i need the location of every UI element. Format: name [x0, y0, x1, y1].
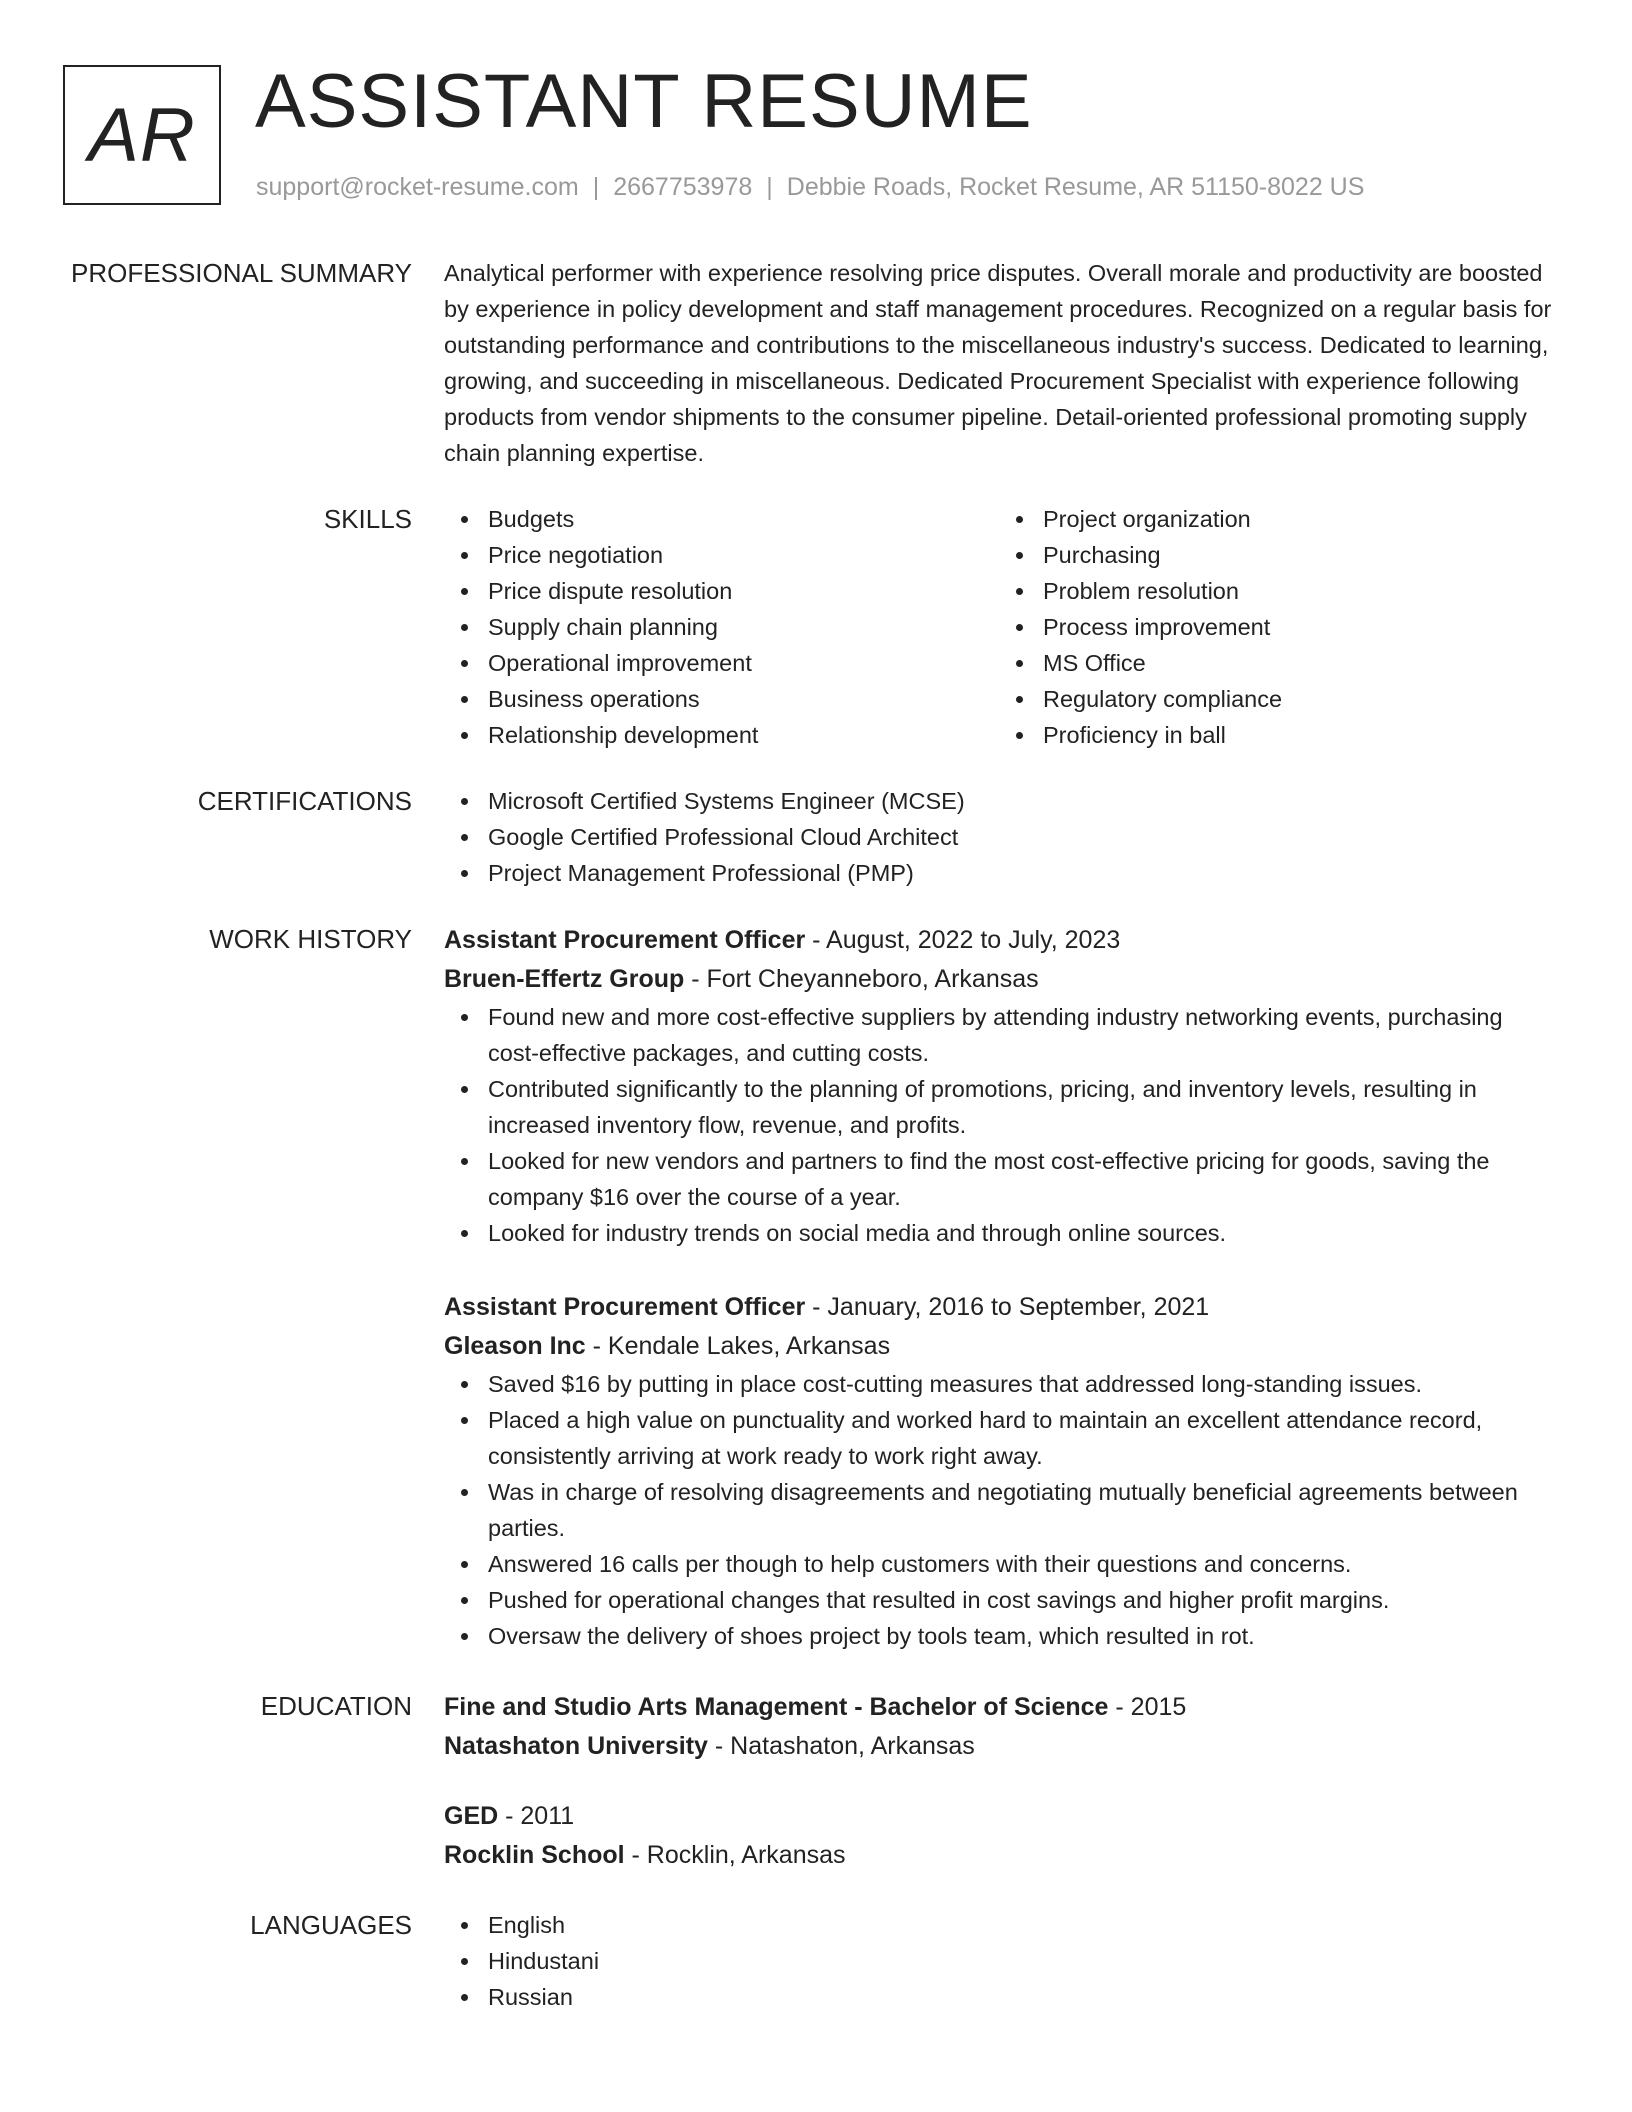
page-title: ASSISTANT RESUME	[255, 59, 1033, 144]
contact-separator: |	[766, 173, 773, 201]
section-work-history	[0, 921, 1632, 1654]
school: Natashaton University	[444, 1732, 708, 1760]
list-item: Regulatory compliance	[1043, 681, 1554, 717]
list-item: Problem resolution	[1043, 573, 1554, 609]
list-item: Budgets	[488, 501, 999, 537]
section-body	[444, 783, 1554, 891]
section-body	[444, 1907, 1554, 2015]
section-skills	[0, 501, 1632, 753]
school-line	[444, 1836, 1554, 1875]
contact-address: Debbie Roads, Rocket Resume, AR 51150-8022 US	[786, 173, 1365, 201]
degree-line	[444, 1797, 1554, 1836]
job-dates: - August, 2022 to July, 2023	[805, 926, 1121, 954]
list-item: Russian	[488, 1979, 1554, 2015]
degree-year: - 2011	[498, 1802, 575, 1830]
job-title: Assistant Procurement Officer	[444, 1293, 806, 1321]
job-title: Assistant Procurement Officer	[444, 926, 806, 954]
section-certifications	[0, 783, 1632, 891]
section-languages	[0, 1907, 1632, 2015]
skills-list-right	[999, 501, 1554, 753]
summary-text: Analytical performer with experience resolving price disputes. Overall morale and productivity are boosted by experience in policy development and staff management procedures. Recognized on a regular basis for outstanding performance and contributions to the miscellaneous industry's success. Dedicated to learning, growing, and succeeding in miscellaneous. Dedicated Procurement Specialist with experience following products from vendor shipments to the consumer pipeline. Detail-oriented professional promoting supply chain planning expertise.	[444, 260, 1552, 466]
school-location: - Natashaton, Arkansas	[707, 1732, 975, 1760]
list-item: Looked for industry trends on social media and through online sources.	[488, 1215, 1554, 1251]
section-body	[444, 255, 1554, 471]
job-title-line	[444, 1288, 1554, 1327]
job-location: - Kendale Lakes, Arkansas	[585, 1332, 891, 1360]
degree: Fine and Studio Arts Management - Bachelor of Science	[444, 1693, 1109, 1721]
degree-line	[444, 1688, 1554, 1727]
list-item: Price negotiation	[488, 537, 999, 573]
section-summary	[0, 255, 1632, 471]
list-item: Business operations	[488, 681, 999, 717]
contact-line	[256, 173, 1364, 202]
monogram-logo: AR	[63, 65, 221, 205]
list-item: Placed a high value on punctuality and worked hard to maintain an excellent attendance record, consistently arriving at work ready to work right away.	[488, 1402, 1554, 1474]
list-item: Process improvement	[1043, 609, 1554, 645]
job-bullets	[444, 1366, 1554, 1654]
contact-phone[interactable]: 2667753978	[613, 173, 753, 201]
section-label: SKILLS	[323, 504, 412, 534]
job-bullets	[444, 999, 1554, 1251]
contact-email[interactable]: support@rocket-resume.com	[256, 173, 579, 201]
school: Rocklin School	[444, 1841, 625, 1869]
list-item: Saved $16 by putting in place cost-cutting measures that addressed long-standing issues.	[488, 1366, 1554, 1402]
list-item: Answered 16 calls per though to help customers with their questions and concerns.	[488, 1546, 1554, 1582]
list-item: MS Office	[1043, 645, 1554, 681]
list-item: Google Certified Professional Cloud Architect	[488, 819, 1554, 855]
job-dates: - January, 2016 to September, 2021	[805, 1293, 1210, 1321]
section-label: EDUCATION	[260, 1691, 412, 1721]
list-item: Looked for new vendors and partners to find the most cost-effective pricing for goods, saving the company $16 over the course of a year.	[488, 1143, 1554, 1215]
section-body	[444, 501, 1554, 753]
certifications-list	[444, 783, 1554, 891]
job-company-line	[444, 960, 1554, 999]
list-item: Relationship development	[488, 717, 999, 753]
job-company-line	[444, 1327, 1554, 1366]
skills-list-left	[444, 501, 999, 753]
list-item: Supply chain planning	[488, 609, 999, 645]
list-item: Purchasing	[1043, 537, 1554, 573]
section-education	[0, 1688, 1632, 1875]
education-entry	[444, 1688, 1554, 1766]
list-item: Microsoft Certified Systems Engineer (MCSE)	[488, 783, 1554, 819]
list-item: Project organization	[1043, 501, 1554, 537]
section-label: WORK HISTORY	[209, 924, 412, 954]
job-entry	[444, 921, 1554, 1251]
resume-sections	[0, 255, 1632, 2015]
job-location: - Fort Cheyanneboro, Arkansas	[684, 965, 1039, 993]
degree-year: - 2015	[1108, 1693, 1187, 1721]
section-body	[444, 921, 1554, 1654]
degree: GED	[444, 1802, 499, 1830]
languages-list	[444, 1907, 1554, 2015]
job-company: Gleason Inc	[444, 1332, 586, 1360]
list-item: Contributed significantly to the planning of promotions, pricing, and inventory levels, resulting in increased inventory flow, revenue, and profits.	[488, 1071, 1554, 1143]
section-label: CERTIFICATIONS	[197, 786, 412, 816]
school-line	[444, 1727, 1554, 1766]
list-item: English	[488, 1907, 1554, 1943]
contact-separator: |	[592, 173, 600, 201]
section-body	[444, 1688, 1554, 1875]
skills-grid	[444, 501, 1554, 753]
list-item: Price dispute resolution	[488, 573, 999, 609]
list-item: Oversaw the delivery of shoes project by tools team, which resulted in rot.	[488, 1618, 1554, 1654]
section-label: PROFESSIONAL SUMMARY	[71, 258, 412, 288]
job-entry	[444, 1288, 1554, 1654]
education-entry	[444, 1797, 1554, 1875]
section-label: LANGUAGES	[250, 1910, 412, 1940]
list-item: Found new and more cost-effective suppliers by attending industry networking events, purchasing cost-effective packages, and cutting costs.	[488, 999, 1554, 1071]
job-company: Bruen-Effertz Group	[444, 965, 685, 993]
list-item: Proficiency in ball	[1043, 717, 1554, 753]
list-item: Pushed for operational changes that resulted in cost savings and higher profit margins.	[488, 1582, 1554, 1618]
job-title-line	[444, 921, 1554, 960]
list-item: Project Management Professional (PMP)	[488, 855, 1554, 891]
list-item: Hindustani	[488, 1943, 1554, 1979]
school-location: - Rocklin, Arkansas	[624, 1841, 846, 1869]
list-item: Operational improvement	[488, 645, 999, 681]
list-item: Was in charge of resolving disagreements and negotiating mutually beneficial agreements between parties.	[488, 1474, 1554, 1546]
